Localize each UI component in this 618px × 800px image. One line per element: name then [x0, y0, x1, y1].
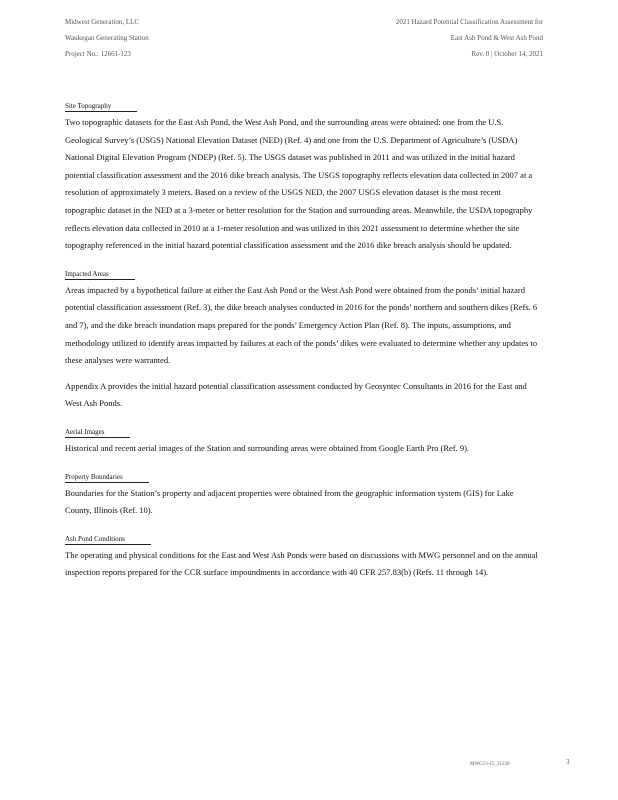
header-report-title: 2021 Hazard Potential Classification Assessment for: [395, 18, 543, 26]
section-heading: Site Topography: [65, 101, 137, 112]
header-station: Waukegan Generating Station: [65, 34, 149, 42]
header-project-number: Project No.: 12661-123: [65, 50, 131, 58]
header-revision-date: Rev. 0 | October 14, 2021: [471, 50, 543, 58]
section-paragraph: Historical and recent aerial images of the Station and surrounding areas were obtained from Google Earth Pro (Ref. 9).: [65, 442, 470, 453]
section-heading: Aerial Images: [65, 427, 130, 438]
section-paragraph: Areas impacted by a hypothetical failure at either the East Ash Pond or the West Ash Pond were obtained from the ponds’ initial hazard potential classification assessment (Ref. 3), the dike breach analyses conducted in 2016 for the ponds’ northern and southern dikes (Refs. 6 and 7), and the dike breach inundation maps prepared for the ponds’ Emergency Action Plan (Ref. 8). The inputs, assumptions, and methodology utilized to identify areas impacted by failures at each of the ponds’ dikes were evaluated to determine whether any updates to these analyses were warranted.: [65, 284, 538, 366]
body-content: [65, 95, 540, 590]
section-ash-pond-conditions: [65, 528, 540, 582]
page-number: 3: [566, 758, 570, 766]
section-site-topography: [65, 95, 540, 255]
header-report-subject: East Ash Pond & West Ash Pond: [450, 34, 543, 42]
section-impacted-areas: [65, 263, 540, 370]
section-heading: Property Boundaries: [65, 472, 149, 483]
section-heading: Ash Pond Conditions: [65, 534, 151, 545]
section-paragraph: Boundaries for the Station’s property and adjacent properties were obtained from the geographic information system (GIS) for Lake County, Illinois (Ref. 10).: [65, 487, 514, 516]
section-heading: Impacted Areas: [65, 269, 135, 280]
section-property-boundaries: [65, 466, 540, 520]
section-paragraph: Two topographic datasets for the East Ash Pond, the West Ash Pond, and the surrounding areas were obtained: one from the U.S. Geological Survey’s (USGS) National Elevation Dataset (NED) (Ref. 4) and one from the U.S. Department of Agriculture’s (USDA) National Digital Elevation Program (NDEP) (Ref. 5). The USGS dataset was published in 2011 and was utilized in the initial hazard potential classification assessment and the 2016 dike breach analysis. The USGS topography reflects elevation data collected in 2007 at a resolution of approximately 3 meters. Based on a review of the USGS NED, the 2007 USGS elevation dataset is the most recent topographic dataset in the NED at a 3-meter or better resolution for the Station and surrounding areas. Meanwhile, the USDA topography reflects elevation data collected in 2010 at a 1-meter resolution and was utilized in this 2021 assessment to determine whether the site topography referenced in the initial hazard potential classification assessment and the 2016 dike breach analysis should be updated.: [65, 117, 533, 251]
header-left: [65, 14, 149, 62]
section-aerial-images: [65, 421, 540, 458]
section-appendix-note: [65, 378, 540, 413]
section-paragraph: Appendix A provides the initial hazard potential classification assessment conducted by Geosyntec Consultants in 2016 for the East and West Ash Ponds.: [65, 380, 527, 409]
section-paragraph: The operating and physical conditions for the East and West Ash Ponds were based on discussions with MWG personnel and on the annual inspection reports prepared for the CCR surface impoundments in accordance with 40 CFR 257.83(b) (Refs. 11 through 14).: [65, 549, 538, 578]
header-company: Midwest Generation, LLC: [65, 18, 140, 26]
footer-document-code: MWG13-15_31230: [470, 762, 510, 767]
header-right: [396, 14, 543, 62]
